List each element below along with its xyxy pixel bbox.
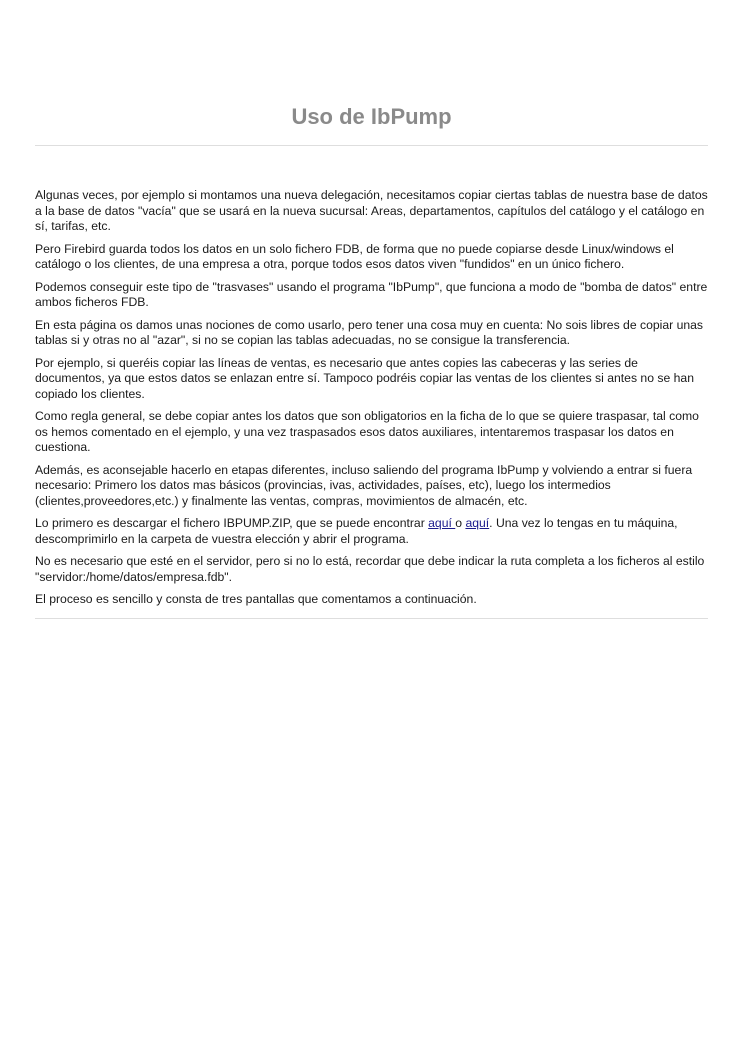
paragraph-process: El proceso es sencillo y consta de tres pantallas que comentamos a continuación. (35, 592, 477, 606)
document-page (35, 0, 708, 619)
footer-divider (35, 618, 708, 619)
paragraph-warning: En esta página os damos unas nociones de como usarlo, pero tener una cosa muy en cuenta: No sois libres de copiar unas tablas si y otras no al "azar", si no se copian las tablas adecuadas, no se consigue la transferencia. (35, 317, 704, 347)
download-text-middle: o (455, 516, 466, 530)
paragraph-general-rule: Como regla general, se debe copiar antes los datos que son obligatorios en la ficha de lo que se quiere traspasar, tal como os hemos comentado en el ejemplo, y una vez traspasados esos datos auxiliares, intentaremos traspasar los datos en cuestiona. (35, 409, 699, 454)
paragraph-intro: Algunas veces, por ejemplo si montamos una nueva delegación, necesitamos copiar ciertas tablas de nuestra base de datos a la base de datos "vacía" que se usará en la nueva sucursal: Areas, departamentos, capítulos del catálogo y el catálogo en sí, tarifas, etc. (35, 188, 708, 233)
download-link-2[interactable]: aquí (465, 516, 490, 530)
article-body (35, 188, 708, 608)
page-title: Uso de IbPump (291, 104, 452, 129)
download-text-after: . Una vez lo tengas en tu máquina, descomprimirlo en la carpeta de vuestra elección y abrir el programa. (35, 516, 678, 546)
paragraph-download (35, 516, 708, 547)
paragraph-stages: Además, es aconsejable hacerlo en etapas diferentes, incluso saliendo del programa IbPump y volviendo a entrar si fuera necesario: Primero los datos mas básicos (provincias, ivas, actividades, países, etc), luego los intermedios (clientes,proveedores,etc.) y finalmente las ventas, compras, movimientos de almacén, etc. (35, 462, 693, 508)
download-text-before: Lo primero es descargar el fichero IBPUMP.ZIP, que se puede encontrar (35, 516, 429, 530)
paragraph-example: Por ejemplo, si queréis copiar las líneas de ventas, es necesario que antes copies las cabeceras y las series de documentos, ya que estos datos se enlazan entre sí. Tampoco podréis copiar las ventas de los clientes si antes no se han copiado los clientes. (35, 355, 694, 401)
title-divider (35, 145, 708, 146)
paragraph-server-path: No es necesario que esté en el servidor, pero si no lo está, recordar que debe indicar la ruta completa a los ficheros al estilo "servidor:/home/datos/empresa.fdb". (35, 554, 705, 584)
paragraph-ibpump: Podemos conseguir este tipo de "trasvases" usando el programa "IbPump", que funciona a modo de "bomba de datos" entre ambos ficheros FDB. (35, 279, 708, 309)
paragraph-firebird: Pero Firebird guarda todos los datos en un solo fichero FDB, de forma que no puede copiarse desde Linux/windows el catálogo o los clientes, de una empresa a otra, porque todos esos datos viven "fundidos" en un único fichero. (35, 241, 674, 271)
download-link-1[interactable]: aquí (428, 516, 456, 530)
